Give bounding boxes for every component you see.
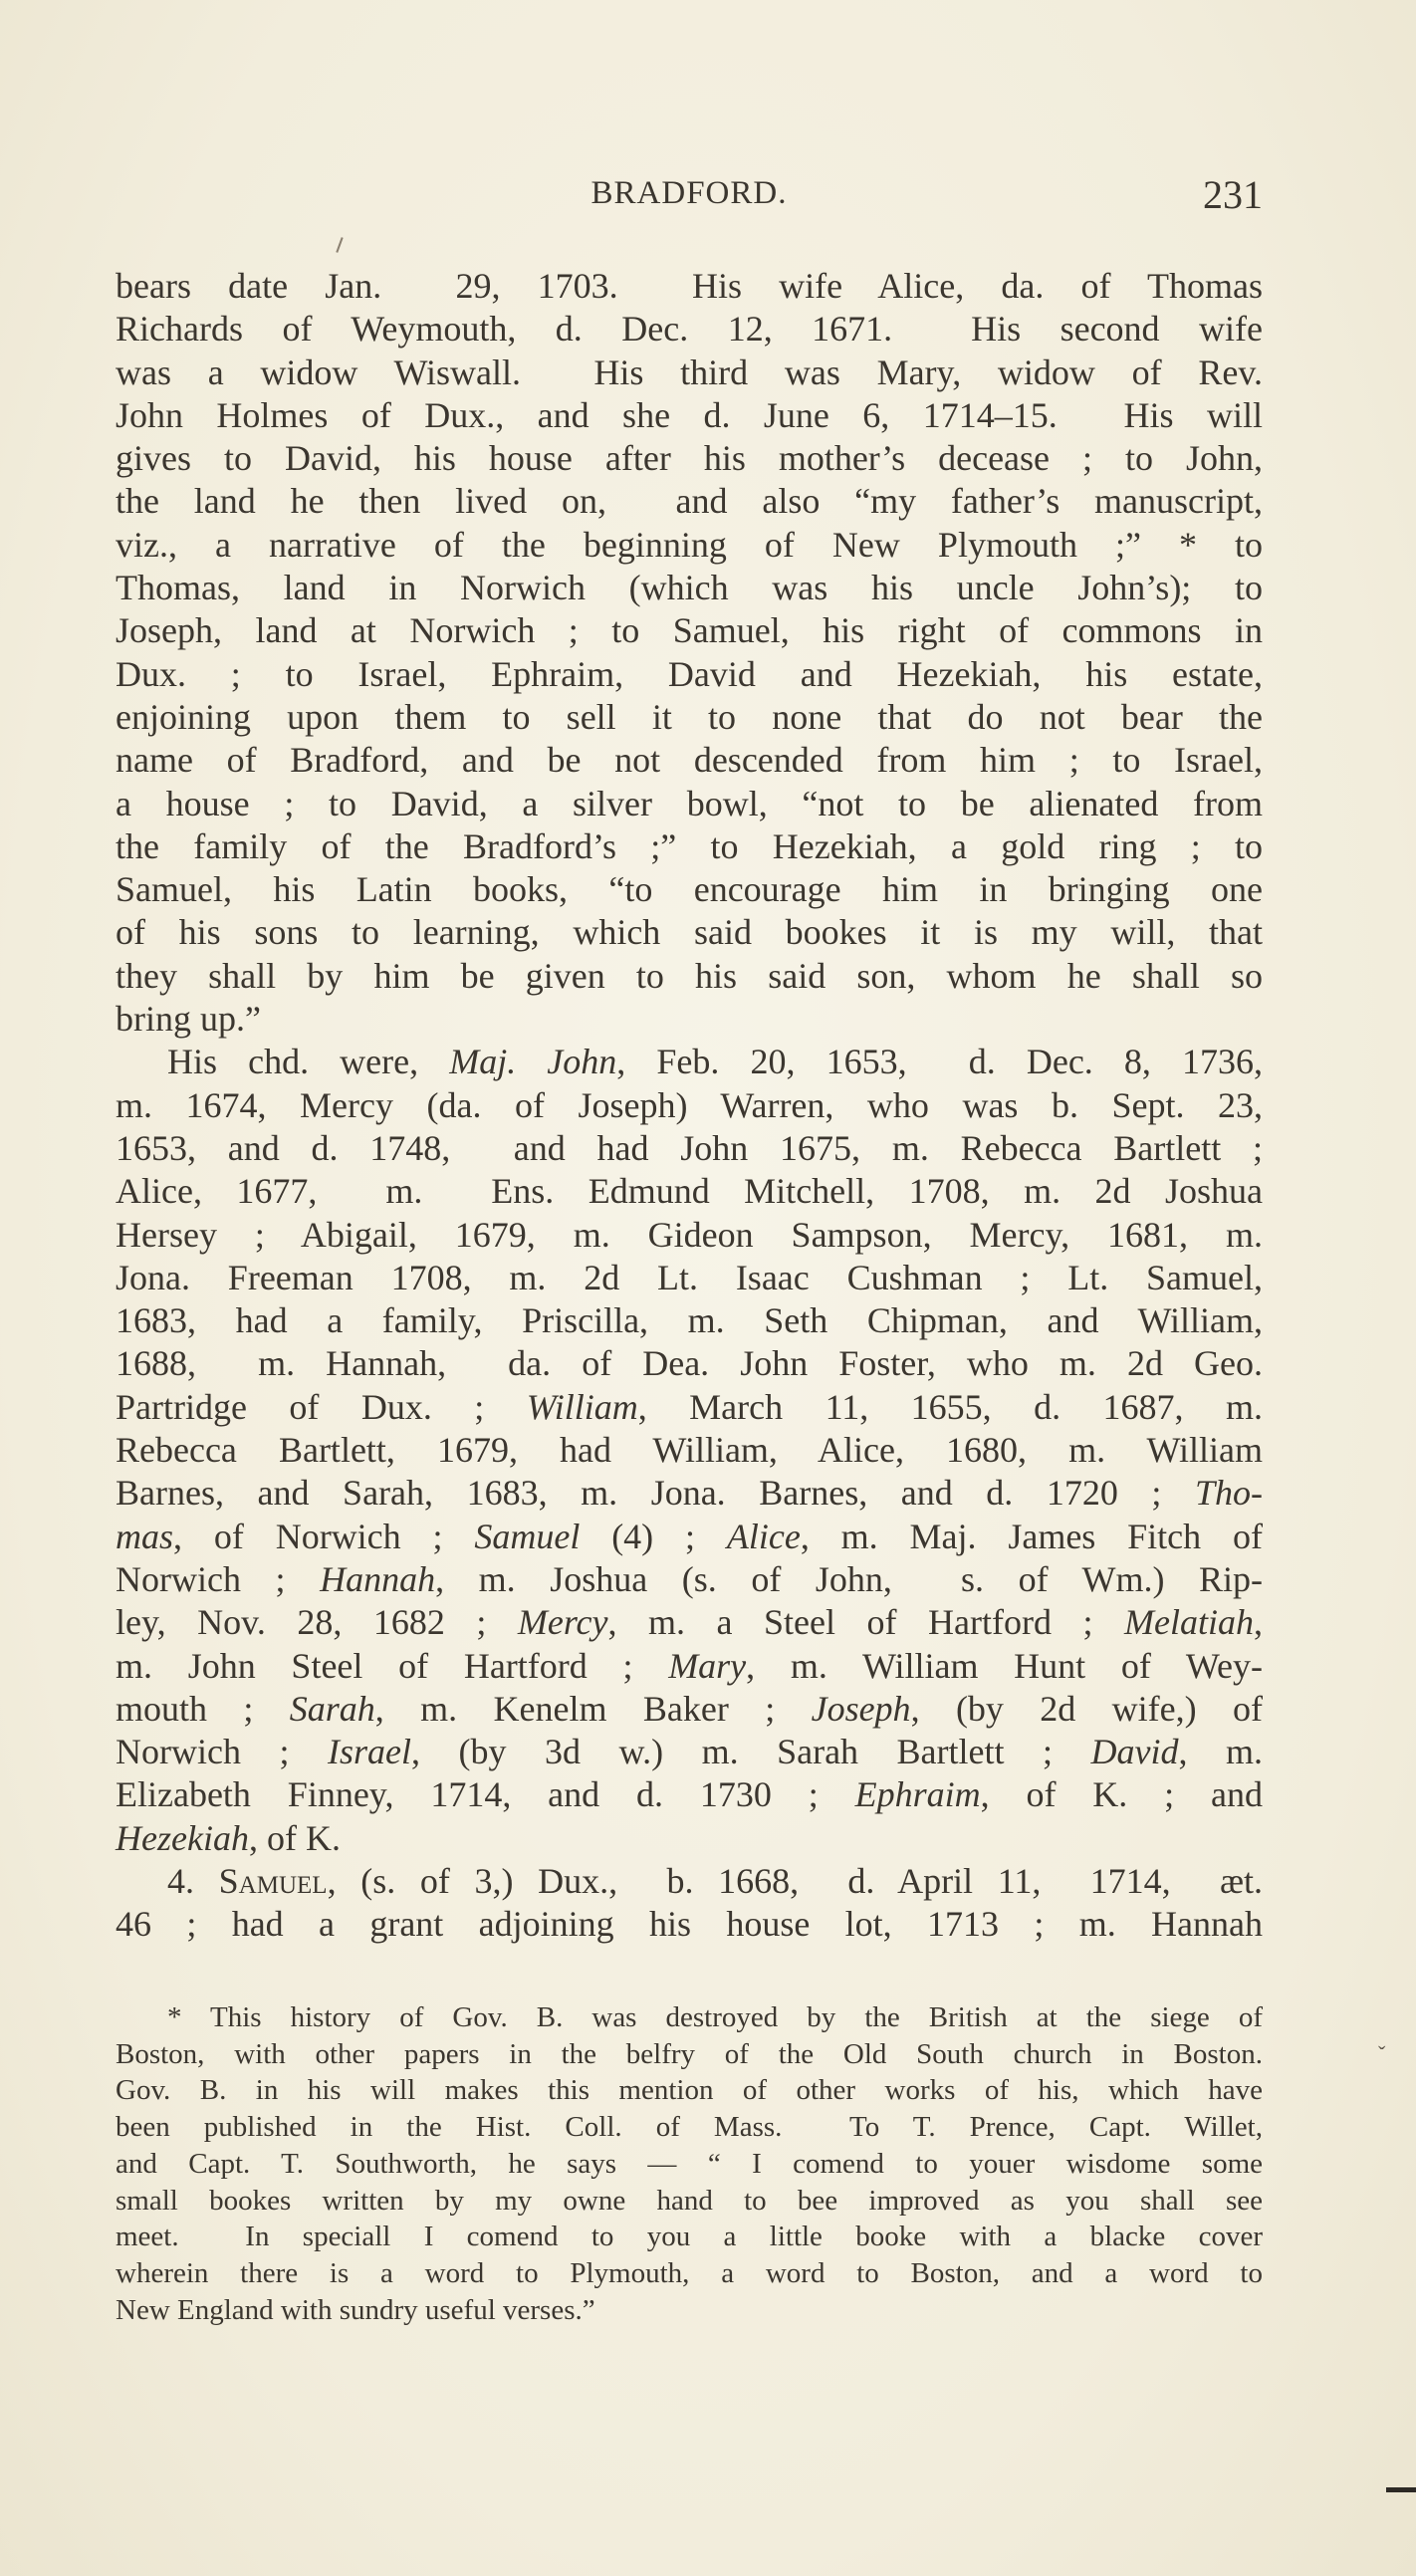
italic-name: Sarah: [289, 1688, 375, 1729]
text-run: Jona. Freeman 1708, m. 2d Lt. Isaac Cushman ; Lt. Samuel,: [116, 1257, 1263, 1297]
text-run: m. 1674, Mercy (da. of Joseph) Warren, who was b. Sept. 23,: [116, 1084, 1263, 1125]
text-run: they shall by him be given to his said son, whom he shall so: [116, 955, 1263, 996]
italic-name: mas: [116, 1516, 174, 1556]
text-run: Joseph, land at Norwich ; to Samuel, his right of commons in: [116, 610, 1263, 651]
text-line: [116, 2109, 1263, 2146]
text-run: 1683, had a family, Priscilla, m. Seth Chipman, and William,: [116, 1300, 1263, 1341]
text-line: [116, 2146, 1263, 2183]
text-line: [116, 567, 1263, 609]
text-run: , Feb. 20, 1653, d. Dec. 8, 1736,: [616, 1042, 1263, 1082]
text-line: [116, 437, 1263, 480]
page-number: 231: [1203, 172, 1263, 217]
text-run: and Capt. T. Southworth, he says — “ I comend to youer wisdome some: [116, 2147, 1263, 2180]
paragraph: [116, 1860, 1263, 1947]
text-run: m. John Steel of Hartford ;: [116, 1645, 669, 1686]
text-run: Rebecca Bartlett, 1679, had William, Alice, 1680, m. William: [116, 1430, 1263, 1471]
text-line: [116, 2292, 1263, 2329]
text-line: [116, 1214, 1263, 1257]
text-line: [116, 911, 1263, 954]
text-run: Norwich ;: [116, 1732, 328, 1772]
text-run: New England with sundry useful verses.”: [116, 2293, 595, 2326]
text-line: [116, 1817, 1263, 1860]
text-run: , March 11, 1655, d. 1687, m.: [637, 1386, 1263, 1427]
text-run: , (by 2d wife,) of: [910, 1688, 1263, 1729]
text-line: [116, 1041, 1263, 1083]
italic-name: Mary: [668, 1645, 747, 1686]
italic-name: Tho-: [1194, 1473, 1263, 1514]
text-line: [116, 2072, 1263, 2109]
text-run: , of Norwich ;: [173, 1516, 475, 1556]
text-line: [116, 1386, 1263, 1429]
text-run: , of K. ; and: [980, 1774, 1263, 1815]
text-line: [116, 265, 1263, 308]
text-line: [116, 1558, 1263, 1601]
text-run: 46 ; had a grant adjoining his house lot, 1713 ; m. Hannah: [116, 1904, 1263, 1945]
text-run: enjoining upon them to sell it to none that do not bear the: [116, 696, 1263, 737]
text-run: was a widow Wiswall. His third was Mary, widow of Rev.: [116, 351, 1263, 392]
text-line: [116, 1127, 1263, 1170]
text-line: [116, 1084, 1263, 1127]
text-line: [116, 1342, 1263, 1385]
text-run: Norwich ;: [116, 1558, 321, 1599]
text-run: Gov. B. in his will makes this mention of other works of his, which have: [116, 2074, 1263, 2107]
text-run: mouth ;: [116, 1688, 290, 1729]
text-run: Samuel, his Latin books, “to encourage him in bringing one: [116, 869, 1263, 910]
text-run: name of Bradford, and be not descended from him ; to Israel,: [116, 740, 1263, 781]
text-run: Elizabeth Finney, 1714, and d. 1730 ;: [116, 1774, 855, 1815]
text-run: , of K.: [248, 1817, 341, 1858]
text-run: His chd. were,: [167, 1042, 450, 1082]
text-line: [116, 308, 1263, 351]
text-run: Thomas, land in Norwich (which was his uncle John’s); to: [116, 568, 1263, 608]
text-line: [116, 2183, 1263, 2220]
text-line: [116, 2255, 1263, 2292]
text-run: Alice, 1677, m. Ens. Edmund Mitchell, 1708, m. 2d Joshua: [116, 1171, 1263, 1212]
text-run: bring up.”: [116, 999, 261, 1040]
text-line: [116, 739, 1263, 782]
text-line: [116, 2219, 1263, 2255]
text-line: [116, 1731, 1263, 1773]
text-line: [116, 1257, 1263, 1299]
text-line: [116, 868, 1263, 911]
text-run: , m. Maj. James Fitch of: [800, 1516, 1263, 1556]
text-line: [116, 609, 1263, 652]
text-run: Richards of Weymouth, d. Dec. 12, 1671. His second wife: [116, 309, 1263, 350]
text-line: [116, 998, 1263, 1041]
text-run: wherein there is a word to Plymouth, a word to Boston, and a word to: [116, 2256, 1263, 2289]
italic-name: Samuel: [474, 1516, 581, 1556]
text-run: Hersey ; Abigail, 1679, m. Gideon Sampson, Mercy, 1681, m.: [116, 1214, 1263, 1255]
text-run: ley, Nov. 28, 1682 ;: [116, 1602, 518, 1643]
italic-name: Hezekiah: [116, 1817, 249, 1858]
text-run: Boston, with other papers in the belfry of the Old South church in Boston.: [116, 2037, 1263, 2070]
text-line: [116, 1299, 1263, 1342]
text-run: the family of the Bradford’s ;” to Hezekiah, a gold ring ; to: [116, 825, 1263, 866]
italic-name: Alice: [726, 1516, 801, 1556]
text-run: Partridge of Dux. ;: [116, 1386, 527, 1427]
text-line: [116, 1472, 1263, 1515]
body-text: [116, 265, 1263, 1947]
text-line: [116, 1903, 1263, 1946]
text-run: bears date Jan. 29, 1703. His wife Alice, da. of Thomas: [116, 266, 1263, 306]
text-run: , m.: [1178, 1732, 1263, 1772]
italic-name: Ephraim: [854, 1774, 981, 1815]
text-run: , m. Joshua (s. of John, s. of Wm.) Rip-: [435, 1558, 1263, 1599]
text-line: [116, 1645, 1263, 1688]
text-run: gives to David, his house after his mother’s decease ; to John,: [116, 438, 1263, 479]
text-run: , (by 3d w.) m. Sarah Bartlett ;: [410, 1732, 1091, 1772]
text-run: 4.: [167, 1860, 219, 1901]
text-line: [116, 394, 1263, 437]
text-run: , m. a Steel of Hartford ;: [607, 1602, 1125, 1643]
text-run: small bookes written by my owne hand to bee improved as you shall see: [116, 2184, 1263, 2217]
italic-name: Israel: [327, 1732, 411, 1772]
footnote: [116, 1999, 1263, 2328]
text-line: [116, 2036, 1263, 2073]
running-head-title: BRADFORD.: [590, 175, 788, 211]
text-run: of his sons to learning, which said bookes it is my will, that: [116, 912, 1263, 953]
text-line: [116, 1860, 1263, 1903]
text-run: (4) ;: [580, 1516, 727, 1556]
text-run: , (s. of 3,) Dux., b. 1668, d. April 11, 1714, æt.: [327, 1860, 1264, 1901]
text-line: [116, 1601, 1263, 1644]
text-line: [116, 1429, 1263, 1472]
text-run: * This history of Gov. B. was destroyed by the British at the siege of: [167, 2001, 1263, 2033]
text-run: 1688, m. Hannah, da. of Dea. John Foster, who m. 2d Geo.: [116, 1343, 1263, 1384]
italic-name: Mercy: [517, 1602, 608, 1643]
running-head: [116, 171, 1263, 221]
text-run: Dux. ; to Israel, Ephraim, David and Hezekiah, his estate,: [116, 653, 1263, 694]
text-run: ,: [1254, 1602, 1263, 1643]
text-run: Barnes, and Sarah, 1683, m. Jona. Barnes, and d. 1720 ;: [116, 1473, 1195, 1514]
italic-name: Joseph: [811, 1688, 911, 1729]
text-run: 1653, and d. 1748, and had John 1675, m. Rebecca Bartlett ;: [116, 1127, 1263, 1168]
text-line: [116, 783, 1263, 825]
text-line: [116, 653, 1263, 696]
italic-name: Maj. John: [449, 1042, 617, 1082]
paragraph: [116, 1041, 1263, 1860]
text-line: [116, 524, 1263, 567]
italic-name: Hannah: [320, 1558, 436, 1599]
text-run: , m. Kenelm Baker ;: [374, 1688, 812, 1729]
text-line: [116, 955, 1263, 998]
text-run: viz., a narrative of the beginning of New Plymouth ;” * to: [116, 524, 1263, 565]
margin-check-mark: ˇ: [1378, 2041, 1386, 2066]
small-caps-name: Samuel: [218, 1860, 328, 1901]
text-run: a house ; to David, a silver bowl, “not to be alienated from: [116, 783, 1263, 823]
text-run: the land he then lived on, and also “my father’s manuscript,: [116, 481, 1263, 522]
text-run: been published in the Hist. Coll. of Mass. To T. Prence, Capt. Willet,: [116, 2111, 1263, 2144]
text-line: [116, 1773, 1263, 1816]
text-line: [116, 480, 1263, 523]
text-line: [116, 351, 1263, 394]
italic-name: William: [526, 1386, 638, 1427]
text-run: meet. In speciall I comend to you a little booke with a blacke cover: [116, 2221, 1263, 2253]
margin-dash-mark: [1386, 2487, 1416, 2492]
text-line: [116, 825, 1263, 868]
italic-name: Melatiah: [1124, 1602, 1254, 1643]
text-run: , m. William Hunt of Wey-: [746, 1645, 1263, 1686]
paragraph: [116, 265, 1263, 1041]
text-line: [116, 696, 1263, 739]
text-line: [116, 1999, 1263, 2036]
text-run: John Holmes of Dux., and she d. June 6, 1714–15. His will: [116, 394, 1263, 435]
text-line: [116, 1516, 1263, 1558]
text-line: [116, 1688, 1263, 1731]
italic-name: David: [1090, 1732, 1179, 1772]
text-line: [116, 1170, 1263, 1213]
